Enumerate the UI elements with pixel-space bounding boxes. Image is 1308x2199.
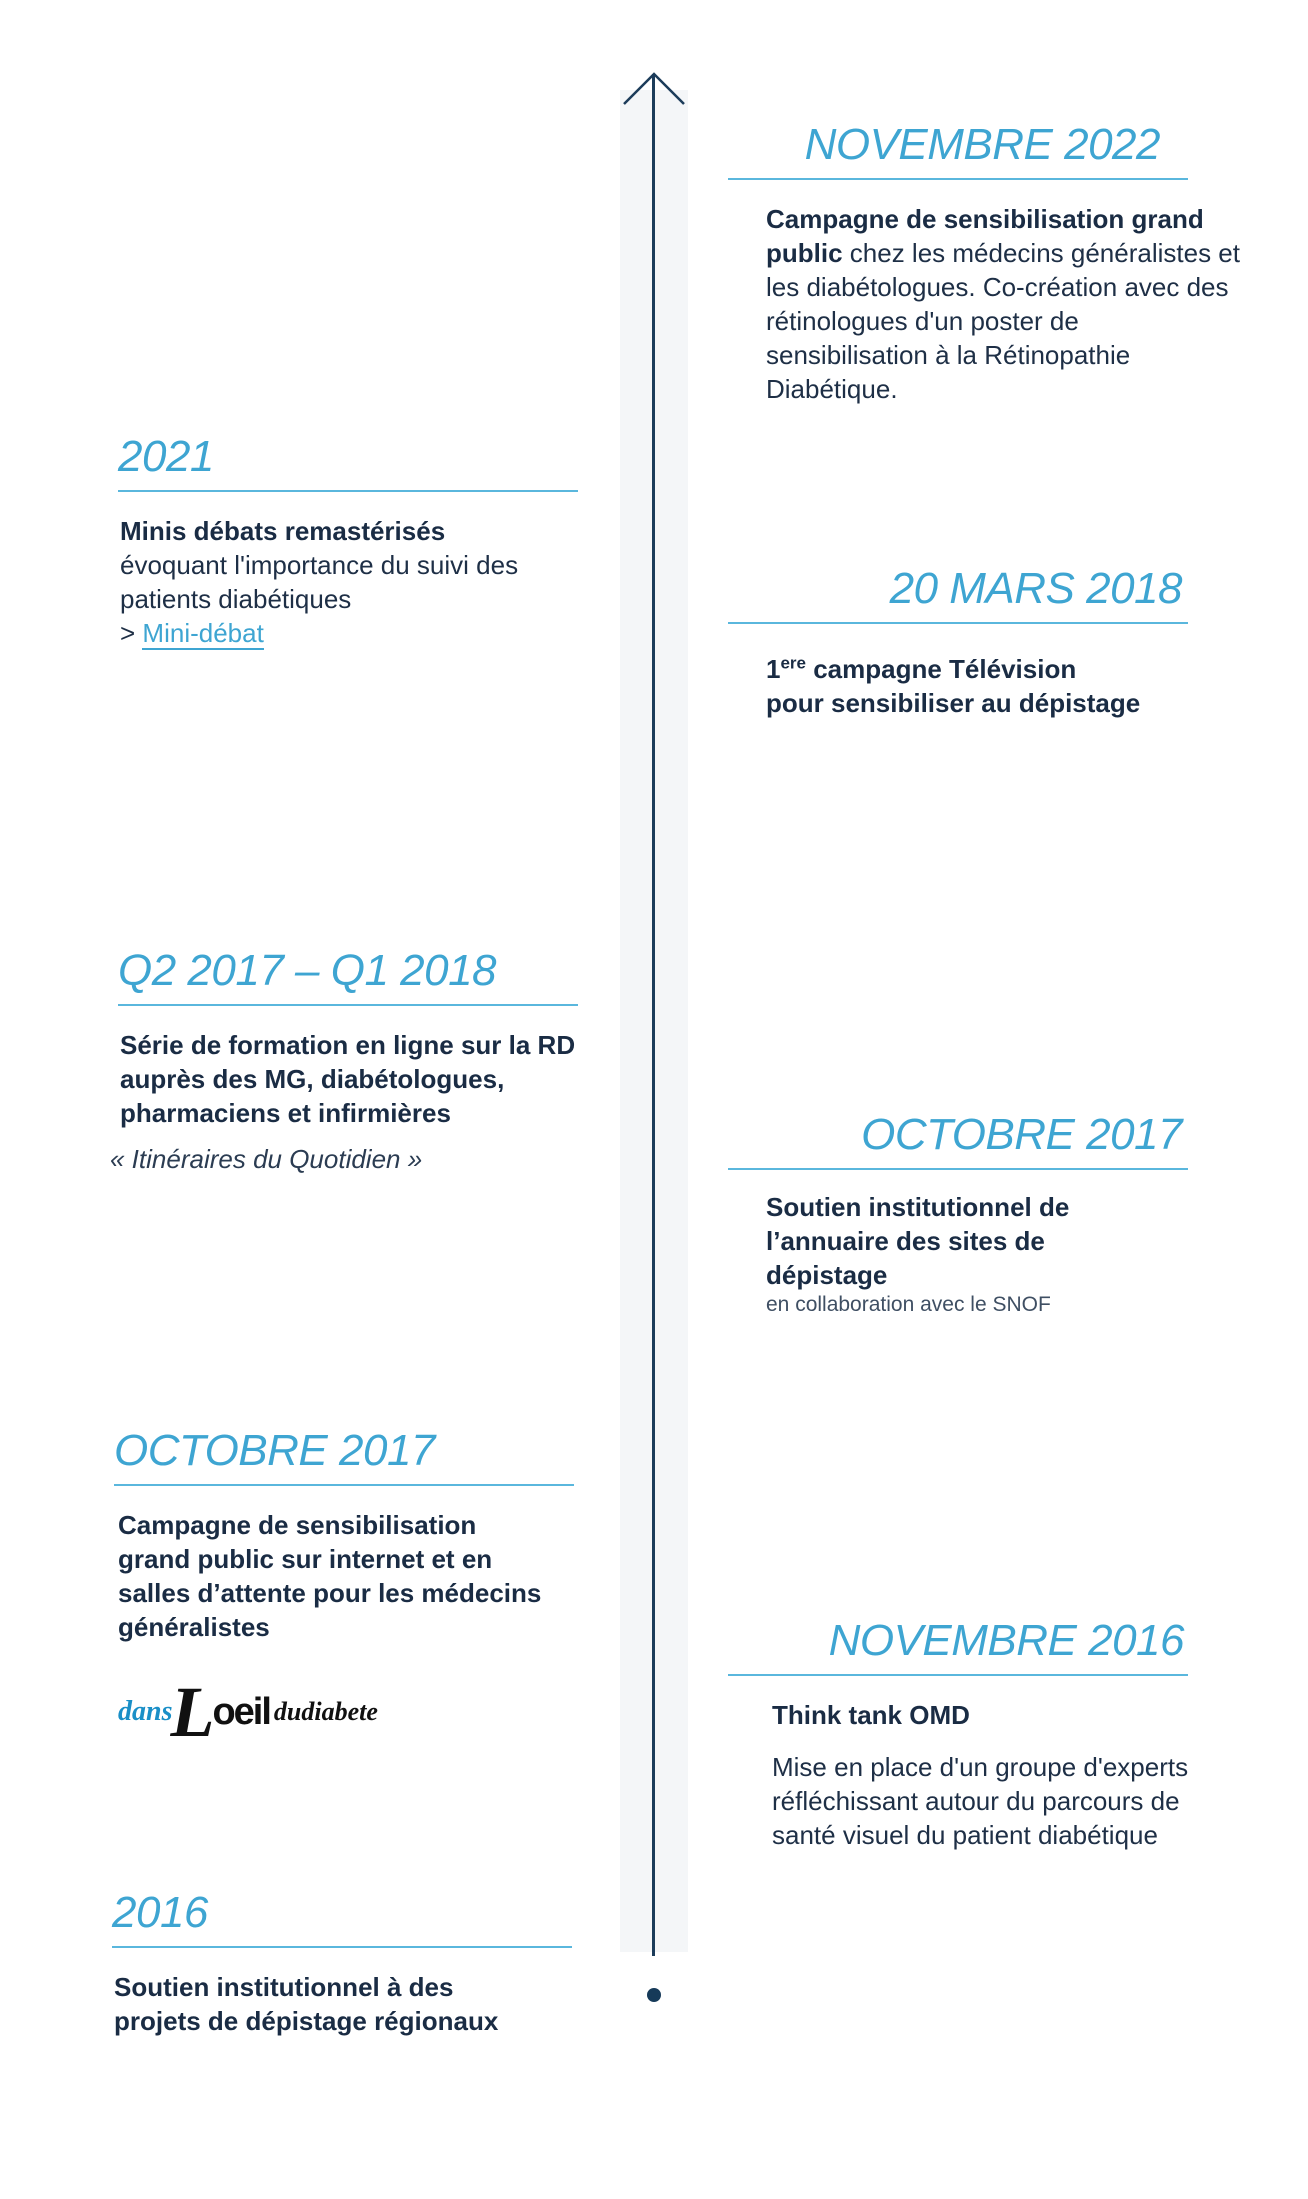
- event-description: [766, 1190, 1126, 1318]
- logo-part-dans: dans: [118, 1696, 173, 1727]
- event-headline: campagne Télévision: [806, 654, 1077, 684]
- event-date: 20 MARS 2018: [889, 564, 1182, 613]
- event-2021: [118, 430, 578, 650]
- event-date: 2021: [118, 432, 214, 481]
- event-description: [110, 1028, 590, 1176]
- event-text: chez les médecins généralistes et les diabétologues. Co-création avec des rétinologues d'un poster de sensibilisation à la Rétinopathie Diabétique.: [766, 238, 1240, 404]
- event-note: en collaboration avec le SNOF: [766, 1293, 1051, 1316]
- date-rule: [112, 1946, 572, 1948]
- event-date: OCTOBRE 2017: [114, 1426, 435, 1475]
- logo-part-l: L: [170, 1672, 215, 1752]
- date-rule: [728, 1674, 1188, 1676]
- timeline-axis-line: [652, 74, 655, 1956]
- event-headline: Minis débats remastérisés: [120, 516, 446, 546]
- event-description: [772, 1698, 1222, 1852]
- date-rule: [728, 1168, 1188, 1170]
- event-20-mars-2018: [728, 562, 1188, 720]
- event-2016: [112, 1886, 572, 2038]
- event-date: OCTOBRE 2017: [861, 1110, 1182, 1159]
- event-octobre-2017-left: [114, 1424, 574, 1760]
- date-rule: [728, 622, 1188, 624]
- event-date: 2016: [112, 1888, 208, 1937]
- date-rule: [728, 178, 1188, 180]
- logo-part-oeil: oeil: [212, 1691, 270, 1733]
- timeline-end-dot: [647, 1988, 661, 2002]
- event-text: évoquant l'importance du suivi des patients diabétiques: [120, 550, 519, 614]
- arrow-up-icon: [622, 70, 686, 106]
- mini-debat-link-row: [120, 616, 590, 650]
- event-octobre-2017-right: [728, 1108, 1188, 1318]
- event-date: Q2 2017 – Q1 2018: [118, 946, 497, 995]
- event-note: « Itinéraires du Quotidien »: [110, 1144, 423, 1174]
- ordinal-number: 1: [766, 654, 781, 684]
- event-headline: Campagne de sensibilisation grand public: [766, 204, 1204, 268]
- event-description: [114, 1970, 544, 2038]
- event-text: Mise en place d'un groupe d'experts réfléchissant autour du parcours de santé visuel du patient diabétique: [772, 1752, 1189, 1850]
- event-description: [766, 652, 1226, 720]
- event-date: NOVEMBRE 2016: [828, 1616, 1184, 1665]
- event-headline: Soutien institutionnel à des projets de dépistage régionaux: [114, 1972, 499, 2036]
- event-headline: Think tank OMD: [772, 1700, 970, 1730]
- date-rule: [118, 1004, 578, 1006]
- event-description: [120, 514, 590, 650]
- date-rule: [114, 1484, 574, 1486]
- event-headline: Série de formation en ligne sur la RD auprès des MG, diabétologues, pharmaciens et infirmières: [120, 1030, 576, 1128]
- event-novembre-2022: [728, 118, 1240, 406]
- event-date: NOVEMBRE 2022: [804, 120, 1160, 169]
- event-q2-2017-q1-2018: [110, 944, 578, 1176]
- ordinal-suffix: ere: [780, 653, 806, 673]
- event-novembre-2016: [728, 1614, 1188, 1852]
- link-prefix: >: [120, 618, 143, 648]
- dans-loeil-du-diabete-logo: [118, 1664, 548, 1760]
- event-headline: Soutien institutionnel de l’annuaire des sites de dépistage: [766, 1192, 1070, 1290]
- date-rule: [118, 490, 578, 492]
- logo-part-dudiabete: dudiabete: [273, 1697, 378, 1726]
- event-description: [118, 1508, 548, 1760]
- mini-debat-link[interactable]: Mini-débat: [142, 618, 264, 648]
- event-headline-line2: pour sensibiliser au dépistage: [766, 688, 1141, 718]
- event-description: [766, 202, 1246, 406]
- event-headline: Campagne de sensibilisation grand public sur internet et en salles d’attente pour les médecins généralistes: [118, 1510, 542, 1642]
